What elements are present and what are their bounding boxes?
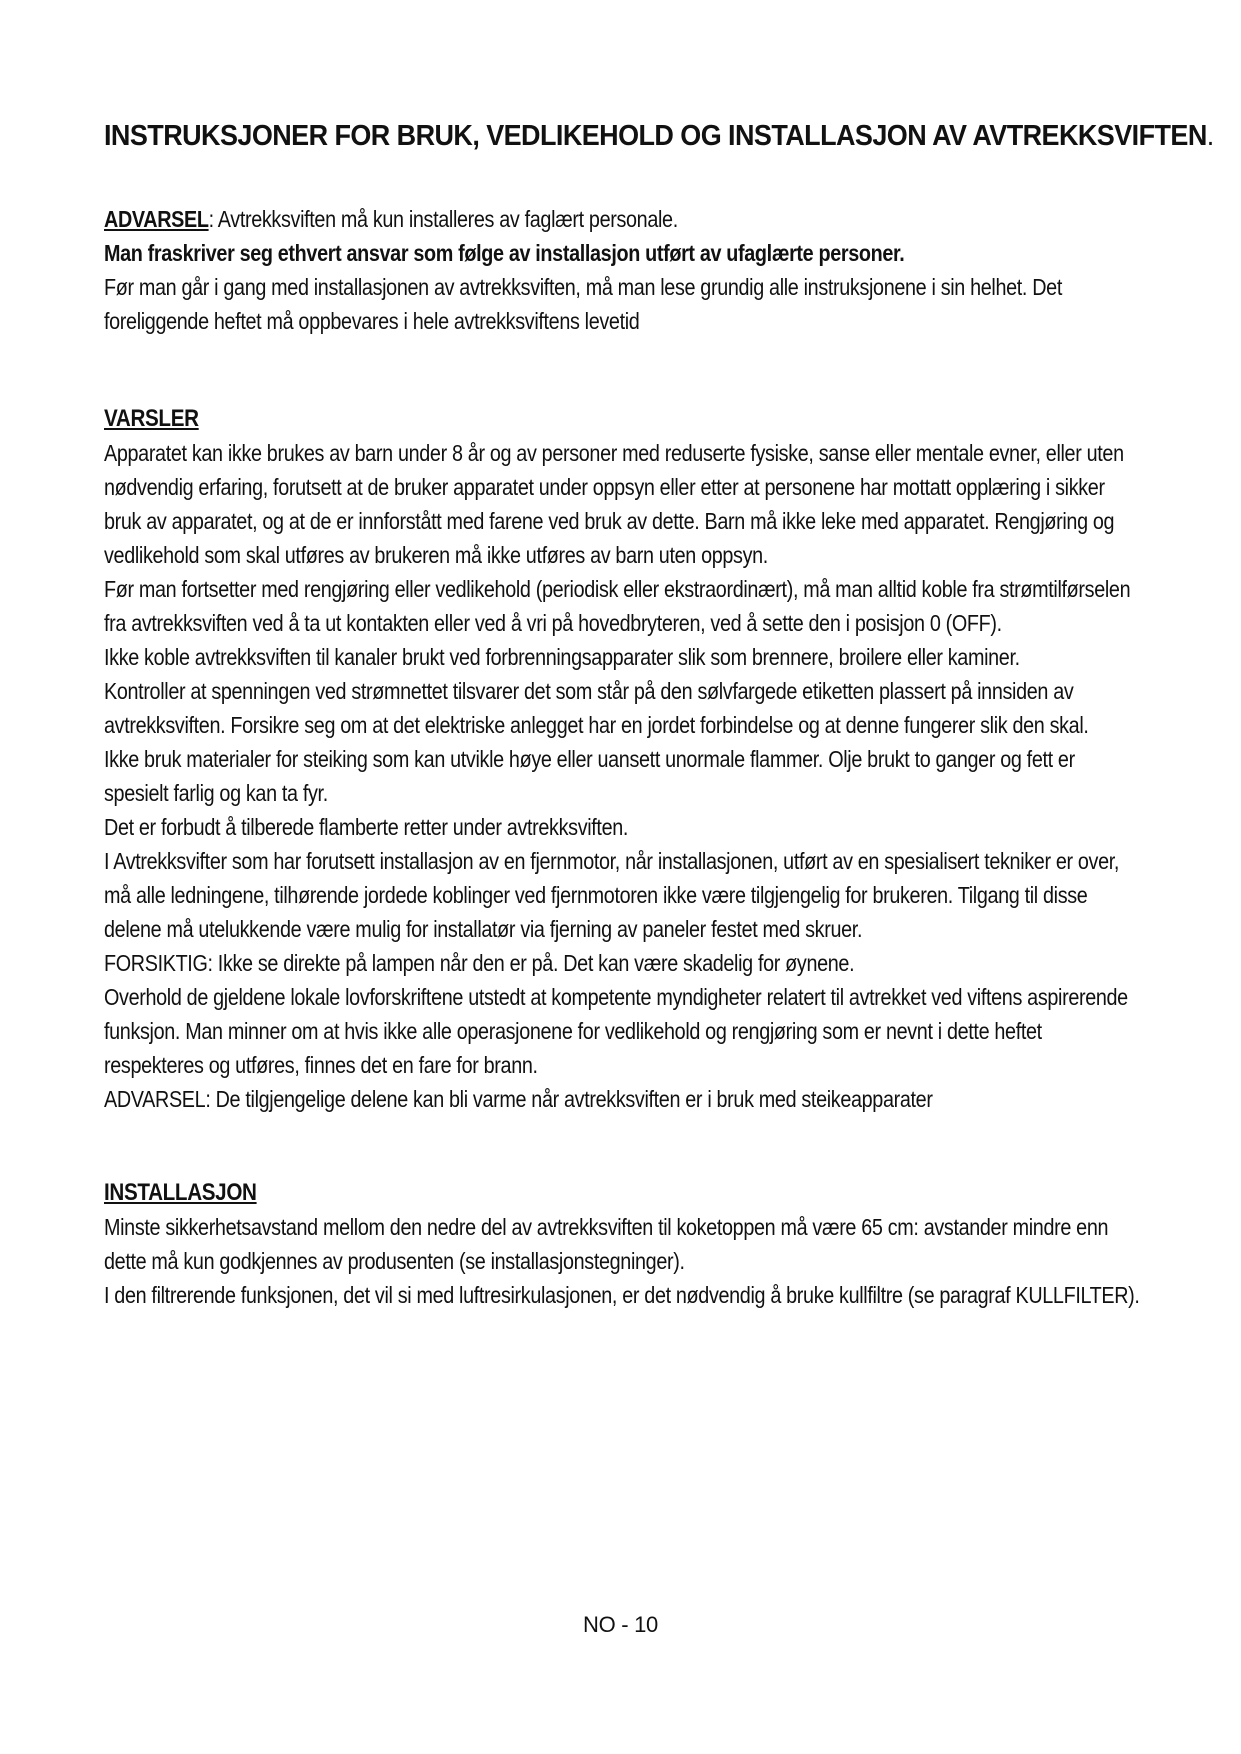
intro-warning-text: : Avtrekksviften må kun installeres av faglært personale.: [208, 206, 678, 232]
warnings-paragraph: Ikke bruk materialer for steiking som kan utvikle høye eller uansett unormale flammer. Olje brukt to ganger og fett er spesielt farlig og kan ta fyr.: [104, 746, 1075, 806]
warnings-paragraph: Apparatet kan ikke brukes av barn under 8 år og av personer med reduserte fysiske, sanse eller mentale evner, eller uten nødvendig erfaring, forutsett at de bruker apparatet under oppsyn eller etter at personene har mottatt opplæring i sikker bruk av apparatet, og at de er innforstått med farene ved bruk av dette. Barn må ikke leke med apparatet. Rengjøring og vedlikehold som skal utføres av brukeren må ikke utføres av barn uten oppsyn.: [104, 440, 1124, 568]
warnings-paragraph: Overhold de gjeldene lokale lovforskriftene utstedt at kompetente myndigheter relatert til avtrekket ved viftens aspirerende funksjon. Man minner om at hvis ikke alle operasjonene for vedlikehold og rengjøring som er nevnt i dette heftet respekteres og utføres, finnes det en fare for brann.: [104, 984, 1128, 1078]
page-title-period: .: [1206, 120, 1214, 152]
section-spacer: [104, 338, 1144, 402]
document-body: [104, 118, 1214, 1312]
page-title-text: INSTRUKSJONER FOR BRUK, VEDLIKEHOLD OG INSTALLASJON AV AVTREKKSVIFTEN: [104, 120, 1207, 152]
installation-paragraph: I den filtrerende funksjonen, det vil si med luftresirkulasjonen, er det nødvendig å bruke kullfiltre (se paragraf KULLFILTER).: [104, 1282, 1140, 1308]
intro-paragraph: Før man går i gang med installasjonen av avtrekksviften, må man lese grundig alle instruksjonene i sin helhet. Det foreliggende heftet må oppbevares i hele avtrekksviftens levetid: [104, 274, 1062, 334]
warnings-paragraph: ADVARSEL: De tilgjengelige delene kan bli varme når avtrekksviften er i bruk med steikeapparater: [104, 1086, 933, 1112]
warnings-heading: VARSLER: [104, 405, 199, 432]
intro-disclaimer: Man fraskriver seg ethvert ansvar som følge av installasjon utført av ufaglærte personer.: [104, 240, 905, 266]
warnings-paragraph: FORSIKTIG: Ikke se direkte på lampen når den er på. Det kan være skadelig for øynene.: [104, 950, 855, 976]
installation-heading: INSTALLASJON: [104, 1179, 257, 1206]
warnings-paragraph: Før man fortsetter med rengjøring eller vedlikehold (periodisk eller ekstraordinært), må man alltid koble fra strømtilførselen fra avtrekksviften ved å ta ut kontakten eller ved å vri på hovedbryteren, ved å sette den i posisjon 0 (OFF).: [104, 576, 1131, 636]
warnings-paragraph: Ikke koble avtrekksviften til kanaler brukt ved forbrenningsapparater slik som brennere, broilere eller kaminer.: [104, 644, 1020, 670]
intro-warning-label: ADVARSEL: [104, 206, 209, 232]
page-title: [104, 118, 1214, 154]
page-number: NO - 10: [583, 1612, 658, 1637]
warnings-paragraph: Kontroller at spenningen ved strømnettet tilsvarer det som står på den sølvfargede etiketten plassert på innsiden av avtrekksviften. Forsikre seg om at det elektriske anlegget har en jordet forbindelse og at denne fungerer slik den skal.: [104, 678, 1089, 738]
installation-paragraph: Minste sikkerhetsavstand mellom den nedre del av avtrekksviften til koketoppen må være 65 cm: avstander mindre enn dette må kun godkjennes av produsenten (se installasjonstegninger).: [104, 1214, 1109, 1274]
intro-warning: [104, 202, 1140, 236]
warnings-paragraph: Det er forbudt å tilberede flamberte retter under avtrekksviften.: [104, 814, 629, 840]
section-spacer: [104, 1116, 1144, 1176]
warnings-paragraph: I Avtrekksvifter som har forutsett installasjon av en fjernmotor, når installasjonen, utført av en spesialisert tekniker er over, må alle ledningene, tilhørende jordede koblinger ved fjernmotoren ikke være tilgjengelig for brukeren. Tilgang til disse delene må utelukkende være mulig for installatør via fjerning av paneler festet med skruer.: [104, 848, 1120, 942]
